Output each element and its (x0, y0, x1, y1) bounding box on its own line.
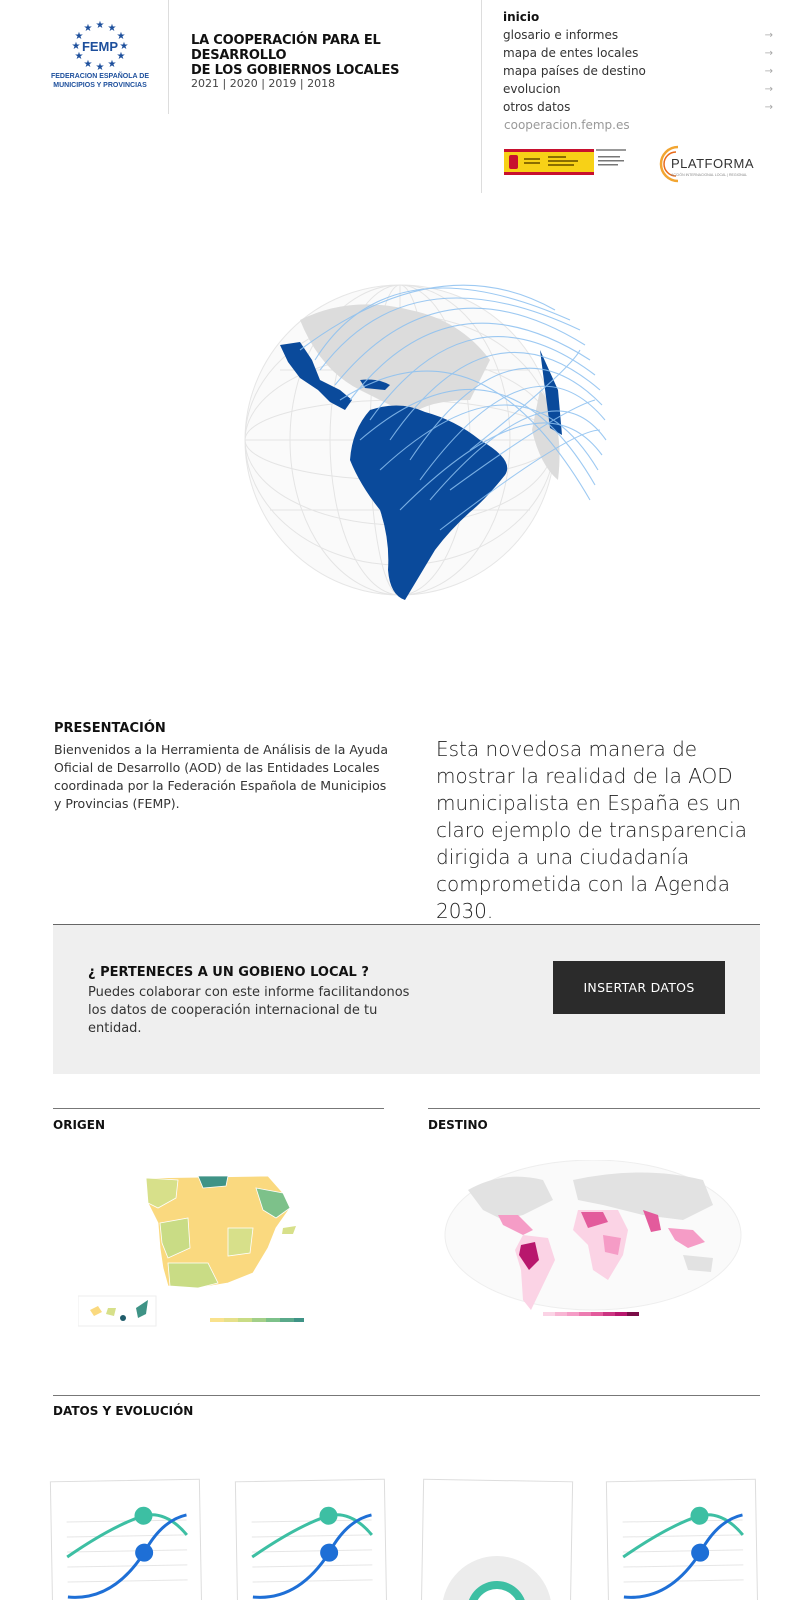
svg-text:★: ★ (95, 62, 105, 72)
site-title: LA COOPERACIÓN PARA EL DESARROLLO DE LOS GOBIERNOS LOCALES (191, 33, 400, 78)
origin-heading: ORIGEN (53, 1118, 105, 1132)
presentation-quote: Esta novedosa manera de mostrar la realidad de la AOD municipalista en España es un claro ejemplo de transparencia dirigida a una ciudadanía comprometida con la Agenda 2030. (436, 737, 747, 923)
year-link[interactable]: 2021 (191, 77, 219, 90)
header-divider (168, 0, 169, 114)
platforma-name: PLATFORMA (671, 156, 754, 171)
year-selector: 2021 | 2020 | 2019 | 2018 (191, 77, 336, 90)
destination-heading: DESTINO (428, 1118, 488, 1132)
donut-chart-icon (422, 1480, 573, 1600)
nav-item-mapa-entes[interactable]: mapa de entes locales → (503, 46, 773, 60)
svg-text:★: ★ (119, 41, 129, 52)
section-divider (428, 1108, 760, 1109)
gobierno-espana-logo[interactable] (504, 149, 626, 175)
evolution-card-2[interactable] (235, 1479, 387, 1600)
svg-text:★: ★ (116, 51, 126, 62)
svg-text:★: ★ (83, 59, 93, 70)
main-nav (503, 8, 773, 134)
globe-visualization[interactable] (240, 250, 630, 630)
insert-data-button[interactable]: INSERTAR DATOS (553, 961, 725, 1014)
line-chart-icon (236, 1480, 387, 1600)
callout-text: Puedes colaborar con este informe facilitandonos los datos de cooperación internacional de tu entidad. (88, 985, 410, 1036)
evolution-card-1[interactable] (50, 1479, 202, 1600)
nav-item-evolucion[interactable]: evolucion → (503, 82, 773, 96)
header-divider (481, 0, 482, 193)
line-chart-icon (607, 1480, 758, 1600)
section-divider (53, 1395, 760, 1396)
origin-map-spain[interactable] (78, 1168, 318, 1328)
platforma-logo[interactable] (656, 143, 761, 185)
svg-text:★: ★ (74, 31, 84, 42)
femp-stars-icon (69, 18, 131, 72)
logo-caption: FEDERACION ESPAÑOLA DE MUNICIPIOS Y PROVINCIAS (50, 73, 149, 89)
arrow-right-icon: → (764, 101, 773, 113)
year-link[interactable]: 2020 (229, 77, 258, 90)
arrow-right-icon: → (764, 47, 773, 59)
evolution-heading: DATOS Y EVOLUCIÓN (53, 1404, 194, 1418)
logo-text: FEMP (81, 39, 119, 54)
callout-title: ¿ PERTENECES A UN GOBIENO LOCAL ? (88, 965, 369, 980)
svg-text:★: ★ (107, 23, 117, 34)
svg-text:★: ★ (107, 59, 117, 70)
arrow-right-icon: → (764, 29, 773, 41)
presentation-heading: PRESENTACIÓN (54, 721, 166, 736)
arrow-right-icon: → (764, 65, 773, 77)
presentation-text: Bienvenidos a la Herramienta de Análisis de la Ayuda Oficial de Desarrollo (AOD) de las Entidades Locales coordinada por la Federación Española de Municipios y Provincias (FEMP). (54, 742, 389, 811)
site-link[interactable]: cooperacion.femp.es (504, 118, 630, 132)
year-link[interactable]: 2018 (307, 77, 336, 90)
nav-item-inicio[interactable]: inicio (503, 10, 540, 24)
section-divider (53, 1108, 384, 1109)
local-government-callout (53, 924, 760, 1074)
line-chart-icon (51, 1480, 202, 1600)
destination-map-world[interactable] (443, 1160, 743, 1330)
femp-logo[interactable] (50, 18, 150, 90)
year-link[interactable]: 2019 (268, 77, 297, 90)
svg-text:★: ★ (116, 31, 126, 42)
platforma-tagline: ACCIÓN INTERNACIONAL LOCAL | REGIONAL (671, 173, 748, 177)
evolution-card-3[interactable] (421, 1479, 573, 1600)
svg-text:★: ★ (83, 23, 93, 34)
evolution-card-4[interactable] (606, 1479, 758, 1600)
arrow-right-icon: → (764, 83, 773, 95)
nav-item-mapa-paises[interactable]: mapa países de destino → (503, 64, 773, 78)
nav-item-glosario[interactable]: glosario e informes → (503, 28, 773, 42)
svg-text:★: ★ (74, 51, 84, 62)
nav-item-otros-datos[interactable]: otros datos → (503, 100, 773, 114)
svg-text:★: ★ (71, 41, 81, 52)
svg-text:★: ★ (95, 20, 105, 31)
